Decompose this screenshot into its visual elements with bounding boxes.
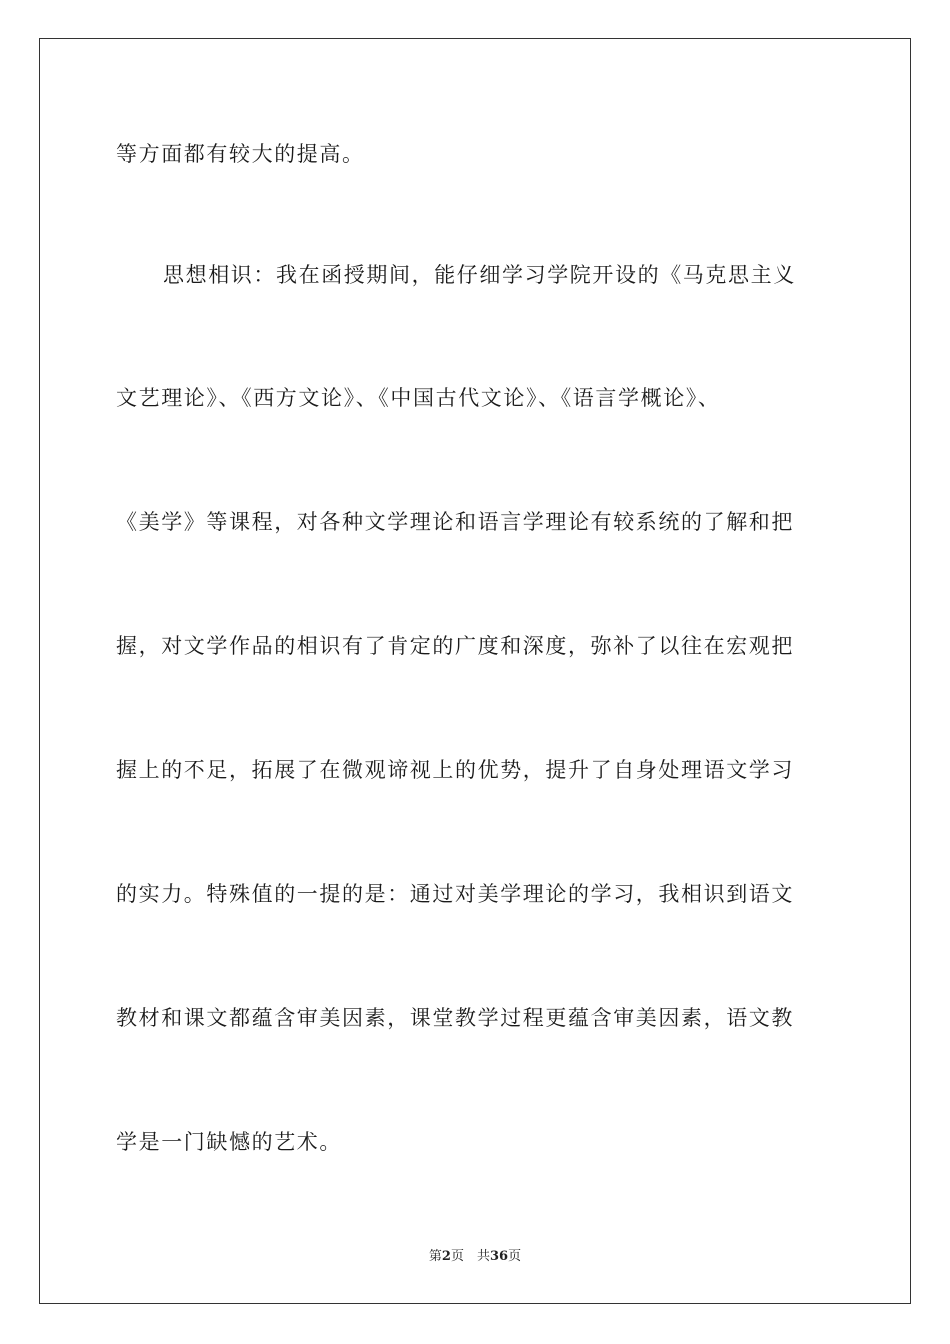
page-suffix: 页 (508, 1249, 522, 1264)
text-line-3: 文艺理论》、《西方文论》、《中国古代文论》、《语言学概论》、 (116, 386, 721, 410)
page-total-number: 36 (489, 1249, 509, 1264)
page-border (39, 38, 911, 1304)
text-line-9: 学是一门缺憾的艺术。 (116, 1130, 342, 1154)
page-prefix: 第 (428, 1249, 442, 1264)
text-line-4: 《美学》等课程，对各种文学理论和语言学理论有较系统的了解和把 (116, 510, 794, 534)
text-line-1: 等方面都有较大的提高。 (116, 142, 365, 166)
text-line-6: 握上的不足，拓展了在微观谛视上的优势，提升了自身处理语文学习 (116, 758, 794, 782)
page-mid: 页 共 (450, 1249, 490, 1264)
page-footer (0, 1248, 950, 1266)
page-current-number: 2 (441, 1249, 451, 1264)
text-line-7: 的实力。特殊值的一提的是：通过对美学理论的学习，我相识到语文 (116, 882, 794, 906)
text-line-8: 教材和课文都蕴含审美因素，课堂教学过程更蕴含审美因素，语文教 (116, 1006, 794, 1030)
text-line-5: 握，对文学作品的相识有了肯定的广度和深度，弥补了以往在宏观把 (116, 634, 794, 658)
paragraph-first-line: 思想相识：我在函授期间，能仔细学习学院开设的《马克思主义 (163, 263, 796, 287)
